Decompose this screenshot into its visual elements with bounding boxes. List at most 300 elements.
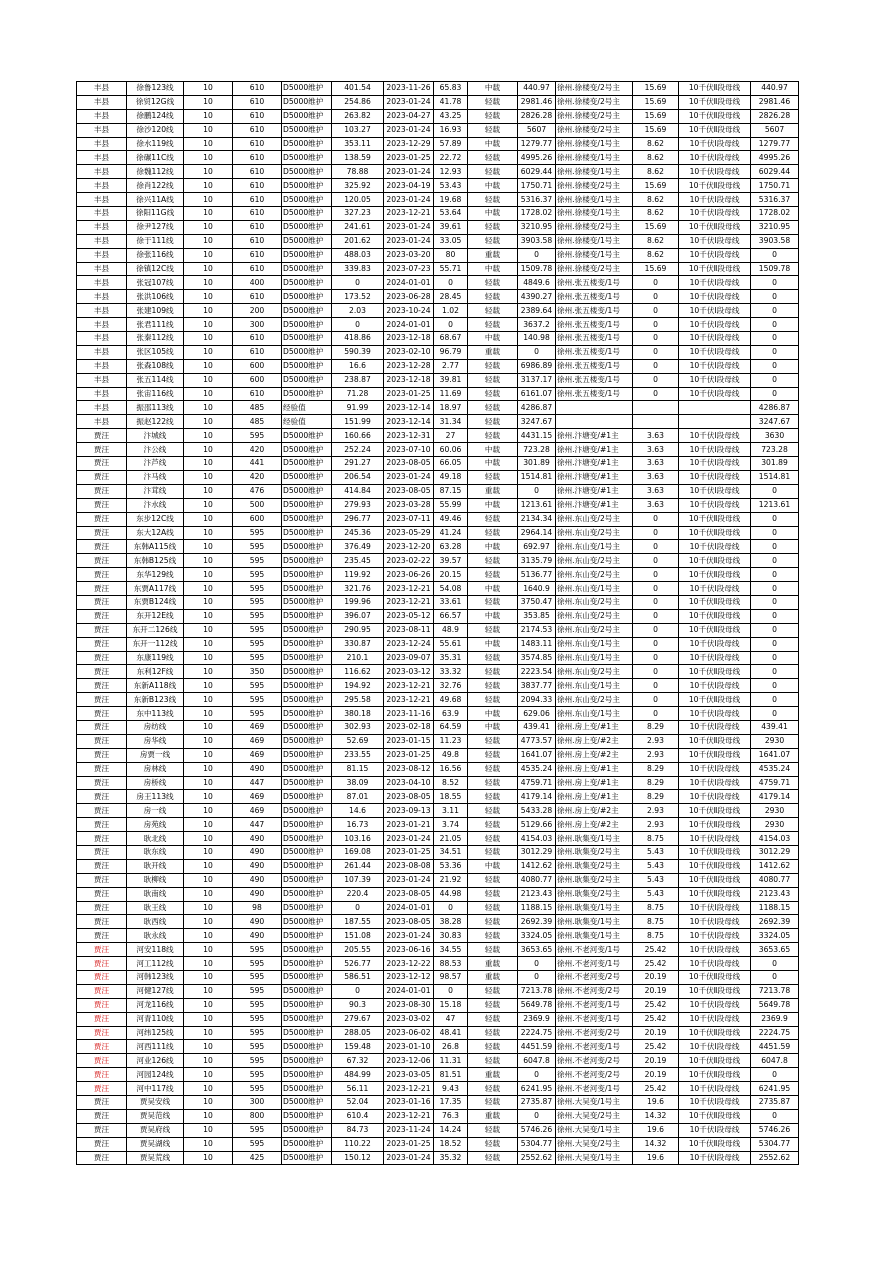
cell-rated-capacity: 98 <box>233 901 282 915</box>
cell-load-status: 轻载 <box>468 1054 518 1068</box>
cell-available-capacity: 1750.71 <box>751 179 799 193</box>
cell-data-source: D5000维护 <box>282 609 332 623</box>
cell-voltage: 10 <box>184 332 233 346</box>
cell-line-name: 东新B123线 <box>127 693 184 707</box>
table-row <box>77 429 799 443</box>
cell-line-name: 徐兴11A线 <box>127 193 184 207</box>
cell-load-rate: 9.43 <box>434 1082 468 1096</box>
cell-available-capacity: 0 <box>751 957 799 971</box>
cell-max-load-date: 2023-03-12 <box>384 665 434 679</box>
cell-spare-capacity: 5129.66 <box>518 818 556 832</box>
cell-load-status: 重载 <box>468 971 518 985</box>
cell-available-capacity: 0 <box>751 345 799 359</box>
cell-county: 贾汪 <box>77 609 127 623</box>
cell-line-name: 张森108线 <box>127 359 184 373</box>
table-row <box>77 95 799 109</box>
cell-transformer-rate: 25.42 <box>633 1040 679 1054</box>
cell-transformer-rate: 8.75 <box>633 929 679 943</box>
cell-max-load: 151.99 <box>332 415 384 429</box>
cell-substation-transformer: 徐州.耿集变/2号主 <box>556 859 633 873</box>
cell-load-rate: 28.45 <box>434 290 468 304</box>
cell-substation-transformer: 徐州.房上变/#2主 <box>556 748 633 762</box>
table-row <box>77 1096 799 1110</box>
cell-load-rate: 53.36 <box>434 859 468 873</box>
cell-load-rate: 12.93 <box>434 165 468 179</box>
cell-max-load-date: 2023-11-26 <box>384 82 434 96</box>
cell-voltage: 10 <box>184 984 233 998</box>
cell-available-capacity: 0 <box>751 651 799 665</box>
cell-bus-section: 10千伏Ⅰ段母线 <box>679 582 751 596</box>
cell-data-source: D5000维护 <box>282 707 332 721</box>
cell-spare-capacity: 0 <box>518 957 556 971</box>
cell-max-load: 488.03 <box>332 248 384 262</box>
cell-rated-capacity: 610 <box>233 290 282 304</box>
cell-available-capacity: 723.28 <box>751 443 799 457</box>
cell-transformer-rate: 15.69 <box>633 179 679 193</box>
cell-data-source: D5000维护 <box>282 1068 332 1082</box>
cell-line-name: 张洪106线 <box>127 290 184 304</box>
cell-spare-capacity: 1188.15 <box>518 901 556 915</box>
cell-max-load: 235.45 <box>332 554 384 568</box>
cell-load-status: 轻载 <box>468 151 518 165</box>
cell-bus-section: 10千伏Ⅰ段母线 <box>679 484 751 498</box>
cell-max-load-date: 2023-06-02 <box>384 1026 434 1040</box>
cell-max-load: 325.92 <box>332 179 384 193</box>
cell-voltage: 10 <box>184 1123 233 1137</box>
cell-load-rate: 80 <box>434 248 468 262</box>
cell-spare-capacity: 4773.57 <box>518 734 556 748</box>
cell-data-source: D5000维护 <box>282 943 332 957</box>
cell-data-source: D5000维护 <box>282 1054 332 1068</box>
cell-bus-section: 10千伏Ⅰ段母线 <box>679 762 751 776</box>
cell-spare-capacity: 2223.54 <box>518 665 556 679</box>
cell-max-load: 296.77 <box>332 512 384 526</box>
cell-county: 贾汪 <box>77 748 127 762</box>
table-row <box>77 901 799 915</box>
cell-load-status: 轻载 <box>468 651 518 665</box>
cell-spare-capacity: 1213.61 <box>518 498 556 512</box>
cell-transformer-rate: 25.42 <box>633 998 679 1012</box>
cell-spare-capacity: 6047.8 <box>518 1054 556 1068</box>
cell-line-name: 张区105线 <box>127 345 184 359</box>
cell-transformer-rate: 0 <box>633 595 679 609</box>
cell-substation-transformer: 徐州.徐楼变/2号主 <box>556 82 633 96</box>
cell-available-capacity: 2930 <box>751 734 799 748</box>
cell-spare-capacity: 5433.28 <box>518 804 556 818</box>
cell-rated-capacity: 610 <box>233 82 282 96</box>
cell-max-load-date: 2023-08-05 <box>384 790 434 804</box>
cell-transformer-rate: 19.6 <box>633 1151 679 1165</box>
cell-load-rate: 21.92 <box>434 873 468 887</box>
cell-available-capacity: 3012.29 <box>751 845 799 859</box>
cell-county: 贾汪 <box>77 943 127 957</box>
table-row <box>77 1151 799 1165</box>
cell-county: 贾汪 <box>77 1151 127 1165</box>
cell-bus-section: 10千伏Ⅰ段母线 <box>679 929 751 943</box>
cell-substation-transformer: 徐州.汴塘变/#1主 <box>556 457 633 471</box>
cell-available-capacity: 0 <box>751 387 799 401</box>
cell-line-name: 汴茸线 <box>127 484 184 498</box>
cell-available-capacity: 4080.77 <box>751 873 799 887</box>
cell-available-capacity: 6241.95 <box>751 1082 799 1096</box>
cell-line-name: 贾吴荒线 <box>127 1151 184 1165</box>
cell-rated-capacity: 595 <box>233 998 282 1012</box>
cell-bus-section: 10千伏Ⅰ段母线 <box>679 165 751 179</box>
cell-max-load: 169.08 <box>332 845 384 859</box>
cell-max-load-date: 2023-08-12 <box>384 762 434 776</box>
cell-voltage: 10 <box>184 220 233 234</box>
cell-spare-capacity: 4535.24 <box>518 762 556 776</box>
cell-load-status: 轻载 <box>468 887 518 901</box>
cell-data-source: D5000维护 <box>282 623 332 637</box>
table-row <box>77 609 799 623</box>
cell-data-source: D5000维护 <box>282 262 332 276</box>
cell-transformer-rate: 0 <box>633 651 679 665</box>
cell-voltage: 10 <box>184 401 233 415</box>
cell-max-load: 67.32 <box>332 1054 384 1068</box>
cell-voltage: 10 <box>184 207 233 221</box>
cell-line-name: 耿南线 <box>127 887 184 901</box>
cell-line-name: 河园124线 <box>127 1068 184 1082</box>
cell-county: 贾汪 <box>77 637 127 651</box>
cell-data-source: D5000维护 <box>282 123 332 137</box>
cell-load-status: 轻载 <box>468 220 518 234</box>
cell-data-source: D5000维护 <box>282 1040 332 1054</box>
cell-load-rate: 76.3 <box>434 1109 468 1123</box>
cell-rated-capacity: 425 <box>233 1151 282 1165</box>
cell-rated-capacity: 420 <box>233 443 282 457</box>
cell-max-load: 245.36 <box>332 526 384 540</box>
cell-load-status: 轻载 <box>468 318 518 332</box>
table-row <box>77 790 799 804</box>
cell-available-capacity: 0 <box>751 359 799 373</box>
cell-max-load: 586.51 <box>332 971 384 985</box>
cell-load-rate: 48.9 <box>434 623 468 637</box>
cell-spare-capacity: 692.97 <box>518 540 556 554</box>
cell-load-rate: 0 <box>434 984 468 998</box>
cell-data-source: D5000维护 <box>282 82 332 96</box>
cell-max-load-date: 2023-01-24 <box>384 123 434 137</box>
cell-load-status: 轻载 <box>468 1026 518 1040</box>
cell-rated-capacity: 595 <box>233 1012 282 1026</box>
cell-voltage: 10 <box>184 832 233 846</box>
cell-load-rate: 87.15 <box>434 484 468 498</box>
cell-available-capacity: 0 <box>751 526 799 540</box>
cell-load-status: 轻载 <box>468 387 518 401</box>
cell-max-load-date: 2024-01-01 <box>384 984 434 998</box>
cell-line-name: 河健127线 <box>127 984 184 998</box>
cell-rated-capacity: 469 <box>233 720 282 734</box>
cell-voltage: 10 <box>184 998 233 1012</box>
cell-load-rate: 60.06 <box>434 443 468 457</box>
cell-load-rate: 2.77 <box>434 359 468 373</box>
table-row <box>77 415 799 429</box>
cell-data-source: D5000维护 <box>282 679 332 693</box>
cell-rated-capacity: 595 <box>233 1068 282 1082</box>
cell-line-name: 东开12E线 <box>127 609 184 623</box>
cell-load-status: 轻载 <box>468 873 518 887</box>
cell-max-load: 14.6 <box>332 804 384 818</box>
cell-transformer-rate: 0 <box>633 387 679 401</box>
cell-transformer-rate: 0 <box>633 332 679 346</box>
cell-max-load-date: 2023-01-15 <box>384 734 434 748</box>
cell-voltage: 10 <box>184 804 233 818</box>
cell-line-name: 房纺线 <box>127 720 184 734</box>
cell-voltage: 10 <box>184 109 233 123</box>
cell-bus-section: 10千伏Ⅱ段母线 <box>679 971 751 985</box>
cell-transformer-rate: 0 <box>633 707 679 721</box>
cell-line-name: 张君111线 <box>127 318 184 332</box>
cell-data-source: D5000维护 <box>282 359 332 373</box>
cell-spare-capacity: 3903.58 <box>518 234 556 248</box>
cell-load-rate: 49.18 <box>434 470 468 484</box>
cell-county: 贾汪 <box>77 665 127 679</box>
cell-spare-capacity: 4179.14 <box>518 790 556 804</box>
cell-rated-capacity: 595 <box>233 582 282 596</box>
cell-max-load-date: 2023-01-10 <box>384 1040 434 1054</box>
cell-line-name: 东华129线 <box>127 568 184 582</box>
cell-rated-capacity: 610 <box>233 137 282 151</box>
cell-transformer-rate: 15.69 <box>633 82 679 96</box>
cell-rated-capacity: 610 <box>233 151 282 165</box>
cell-spare-capacity: 4080.77 <box>518 873 556 887</box>
cell-load-status: 轻载 <box>468 845 518 859</box>
cell-max-load-date: 2023-05-12 <box>384 609 434 623</box>
cell-max-load-date: 2023-01-24 <box>384 1151 434 1165</box>
cell-voltage: 10 <box>184 193 233 207</box>
cell-max-load: 90.3 <box>332 998 384 1012</box>
cell-available-capacity: 0 <box>751 290 799 304</box>
cell-transformer-rate: 25.42 <box>633 1012 679 1026</box>
cell-line-name: 贾吴湖线 <box>127 1137 184 1151</box>
cell-load-status: 轻载 <box>468 804 518 818</box>
cell-transformer-rate: 3.63 <box>633 498 679 512</box>
cell-load-status: 轻载 <box>468 290 518 304</box>
cell-county: 丰县 <box>77 207 127 221</box>
cell-available-capacity: 6047.8 <box>751 1054 799 1068</box>
cell-available-capacity: 4154.03 <box>751 832 799 846</box>
cell-bus-section: 10千伏Ⅰ段母线 <box>679 359 751 373</box>
cell-data-source: D5000维护 <box>282 887 332 901</box>
cell-substation-transformer: 徐州.张五楼变/1号 <box>556 359 633 373</box>
cell-substation-transformer: 徐州.不老河变/1号 <box>556 957 633 971</box>
cell-load-status: 中载 <box>468 332 518 346</box>
cell-spare-capacity: 0 <box>518 1109 556 1123</box>
cell-substation-transformer: 徐州.徐楼变/1号主 <box>556 137 633 151</box>
cell-available-capacity: 1728.02 <box>751 207 799 221</box>
cell-available-capacity: 2826.28 <box>751 109 799 123</box>
cell-transformer-rate: 0 <box>633 318 679 332</box>
cell-county: 丰县 <box>77 109 127 123</box>
cell-load-rate: 49.46 <box>434 512 468 526</box>
cell-max-load-date: 2023-01-16 <box>384 1096 434 1110</box>
cell-bus-section: 10千伏Ⅱ段母线 <box>679 82 751 96</box>
cell-voltage: 10 <box>184 1137 233 1151</box>
table-row <box>77 137 799 151</box>
cell-max-load-date: 2023-01-24 <box>384 929 434 943</box>
cell-transformer-rate: 0 <box>633 290 679 304</box>
cell-voltage: 10 <box>184 429 233 443</box>
cell-county: 丰县 <box>77 82 127 96</box>
cell-transformer-rate: 8.62 <box>633 234 679 248</box>
cell-max-load: 484.99 <box>332 1068 384 1082</box>
cell-spare-capacity: 2389.64 <box>518 304 556 318</box>
cell-voltage: 10 <box>184 165 233 179</box>
cell-load-status: 轻载 <box>468 415 518 429</box>
cell-line-name: 东韩A115线 <box>127 540 184 554</box>
cell-county: 贾汪 <box>77 1012 127 1026</box>
cell-data-source: D5000维护 <box>282 498 332 512</box>
cell-bus-section: 10千伏Ⅰ段母线 <box>679 1040 751 1054</box>
cell-bus-section: 10千伏Ⅰ段母线 <box>679 193 751 207</box>
cell-data-source: D5000维护 <box>282 318 332 332</box>
cell-line-name: 徐尹127线 <box>127 220 184 234</box>
cell-transformer-rate: 3.63 <box>633 484 679 498</box>
cell-transformer-rate: 8.62 <box>633 137 679 151</box>
cell-spare-capacity: 2552.62 <box>518 1151 556 1165</box>
cell-line-name: 汴城线 <box>127 429 184 443</box>
cell-spare-capacity: 3135.79 <box>518 554 556 568</box>
cell-county: 贾汪 <box>77 1026 127 1040</box>
cell-load-status: 轻载 <box>468 1040 518 1054</box>
cell-available-capacity: 0 <box>751 1068 799 1082</box>
table-row <box>77 387 799 401</box>
cell-rated-capacity: 490 <box>233 887 282 901</box>
cell-data-source: D5000维护 <box>282 554 332 568</box>
cell-substation-transformer: 徐州.东山变/2号主 <box>556 554 633 568</box>
cell-spare-capacity: 5304.77 <box>518 1137 556 1151</box>
cell-max-load-date: 2023-12-21 <box>384 679 434 693</box>
cell-max-load: 16.6 <box>332 359 384 373</box>
cell-substation-transformer: 徐州.东山变/1号主 <box>556 637 633 651</box>
cell-county: 丰县 <box>77 151 127 165</box>
cell-rated-capacity: 610 <box>233 234 282 248</box>
table-row <box>77 554 799 568</box>
table-row <box>77 998 799 1012</box>
cell-max-load: 120.05 <box>332 193 384 207</box>
cell-county: 贾汪 <box>77 1068 127 1082</box>
cell-load-rate: 26.8 <box>434 1040 468 1054</box>
cell-rated-capacity: 595 <box>233 957 282 971</box>
cell-bus-section: 10千伏Ⅱ段母线 <box>679 512 751 526</box>
cell-rated-capacity: 595 <box>233 623 282 637</box>
cell-substation-transformer: 徐州.徐楼变/1号主 <box>556 207 633 221</box>
cell-substation-transformer: 徐州.大吴变/1号主 <box>556 1123 633 1137</box>
table-row <box>77 1012 799 1026</box>
cell-max-load-date: 2024-01-01 <box>384 901 434 915</box>
cell-rated-capacity: 595 <box>233 1137 282 1151</box>
cell-load-rate: 49.8 <box>434 748 468 762</box>
cell-county: 丰县 <box>77 123 127 137</box>
cell-max-load-date: 2023-01-21 <box>384 818 434 832</box>
cell-substation-transformer: 徐州.不老河变/2号 <box>556 984 633 998</box>
cell-data-source: D5000维护 <box>282 1082 332 1096</box>
cell-max-load-date: 2023-12-14 <box>384 401 434 415</box>
cell-load-rate: 41.78 <box>434 95 468 109</box>
cell-line-name: 东中113线 <box>127 707 184 721</box>
cell-rated-capacity: 595 <box>233 693 282 707</box>
cell-spare-capacity: 2981.46 <box>518 95 556 109</box>
cell-available-capacity: 0 <box>751 248 799 262</box>
cell-max-load-date: 2023-03-02 <box>384 1012 434 1026</box>
cell-data-source: D5000维护 <box>282 1096 332 1110</box>
cell-data-source: D5000维护 <box>282 207 332 221</box>
cell-line-name: 房一线 <box>127 804 184 818</box>
cell-max-load-date: 2023-01-25 <box>384 748 434 762</box>
table-row <box>77 859 799 873</box>
cell-max-load: 138.59 <box>332 151 384 165</box>
cell-transformer-rate: 8.75 <box>633 901 679 915</box>
cell-bus-section: 10千伏Ⅰ段母线 <box>679 540 751 554</box>
cell-rated-capacity: 600 <box>233 512 282 526</box>
cell-load-rate: 53.43 <box>434 179 468 193</box>
cell-line-name: 汴马线 <box>127 470 184 484</box>
cell-substation-transformer: 徐州.徐楼变/1号主 <box>556 193 633 207</box>
cell-load-status: 轻载 <box>468 1096 518 1110</box>
cell-data-source: D5000维护 <box>282 276 332 290</box>
cell-voltage: 10 <box>184 290 233 304</box>
cell-line-name: 贾吴安线 <box>127 1096 184 1110</box>
cell-load-rate: 19.68 <box>434 193 468 207</box>
cell-line-name: 房贾一线 <box>127 748 184 762</box>
cell-load-rate: 96.79 <box>434 345 468 359</box>
cell-max-load: 160.66 <box>332 429 384 443</box>
cell-load-status: 轻载 <box>468 526 518 540</box>
cell-available-capacity: 1213.61 <box>751 498 799 512</box>
cell-load-rate: 8.52 <box>434 776 468 790</box>
cell-substation-transformer: 徐州.大吴变/2号主 <box>556 1137 633 1151</box>
cell-substation-transformer: 徐州.徐楼变/2号主 <box>556 179 633 193</box>
cell-voltage: 10 <box>184 512 233 526</box>
cell-load-status: 轻载 <box>468 401 518 415</box>
cell-voltage: 10 <box>184 554 233 568</box>
cell-transformer-rate: 5.43 <box>633 859 679 873</box>
cell-voltage: 10 <box>184 1012 233 1026</box>
cell-max-load-date: 2023-01-24 <box>384 832 434 846</box>
cell-max-load: 150.12 <box>332 1151 384 1165</box>
cell-load-status: 轻载 <box>468 998 518 1012</box>
cell-data-source: D5000维护 <box>282 595 332 609</box>
cell-county: 贾汪 <box>77 443 127 457</box>
cell-line-name: 耿永线 <box>127 929 184 943</box>
cell-data-source: D5000维护 <box>282 957 332 971</box>
cell-line-name: 徐肖122线 <box>127 179 184 193</box>
cell-voltage: 10 <box>184 943 233 957</box>
cell-available-capacity: 4451.59 <box>751 1040 799 1054</box>
table-row <box>77 845 799 859</box>
cell-available-capacity: 2735.87 <box>751 1096 799 1110</box>
cell-spare-capacity: 3837.77 <box>518 679 556 693</box>
cell-max-load-date: 2023-12-21 <box>384 1109 434 1123</box>
cell-county: 丰县 <box>77 193 127 207</box>
cell-max-load-date: 2023-12-12 <box>384 971 434 985</box>
cell-max-load: 339.83 <box>332 262 384 276</box>
cell-bus-section: 10千伏Ⅱ段母线 <box>679 1054 751 1068</box>
cell-transformer-rate: 3.63 <box>633 443 679 457</box>
cell-available-capacity: 4286.87 <box>751 401 799 415</box>
cell-data-source: D5000维护 <box>282 1123 332 1137</box>
cell-available-capacity: 0 <box>751 623 799 637</box>
cell-voltage: 10 <box>184 1109 233 1123</box>
table-row <box>77 929 799 943</box>
cell-load-rate: 41.24 <box>434 526 468 540</box>
cell-load-rate: 33.05 <box>434 234 468 248</box>
cell-spare-capacity: 2735.87 <box>518 1096 556 1110</box>
cell-county: 贾汪 <box>77 901 127 915</box>
cell-line-name: 耿柳线 <box>127 873 184 887</box>
cell-load-status: 轻载 <box>468 554 518 568</box>
cell-voltage: 10 <box>184 707 233 721</box>
